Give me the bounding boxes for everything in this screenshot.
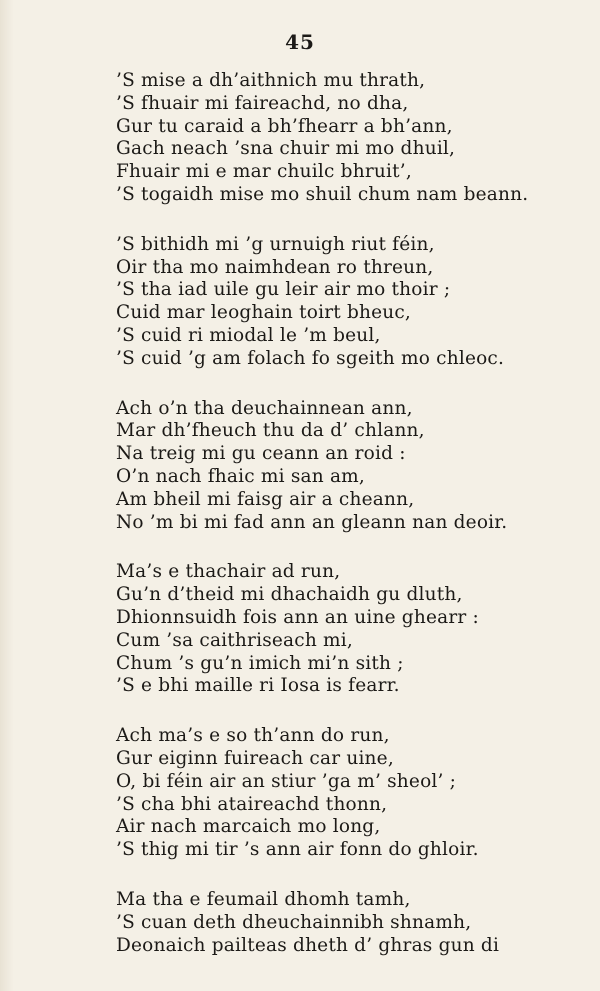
verse-line: ’S mise a dh’aithnich mu thrath, [116, 70, 426, 91]
verse-line: Gu’n d’theid mi dhachaidh gu dluth, [116, 584, 463, 606]
verse-line: ’S tha iad uile gu leir air mo thoir ; [116, 279, 451, 301]
stanza-2 [116, 234, 586, 371]
verse-line: Ma’s e thachair ad run, [116, 561, 341, 583]
verse-line: Ach ma’s e so th’ann do run, [116, 725, 390, 747]
stanza-3 [116, 398, 586, 535]
verse-line: Air nach marcaich mo long, [116, 816, 381, 838]
verse-line: Mar dh’fheuch thu da d’ chlann, [116, 420, 425, 442]
verse-line: ’S fhuair mi faireachd, no dha, [116, 92, 409, 114]
stanza-6 [116, 889, 586, 957]
verse-line: ’S cha bhi ataireachd thonn, [116, 793, 388, 815]
verse-line: Am bheil mi faisg air a cheann, [116, 488, 415, 510]
verse-line: O, bi féin air an stiur ’ga m’ sheol’ ; [116, 770, 457, 792]
verse-line: Cuid mar leoghain toirt bheuc, [116, 302, 412, 324]
stanza-4 [116, 561, 586, 698]
stanza-5 [116, 725, 586, 862]
verse-line: ’S cuan deth dheuchainnibh shnamh, [116, 911, 472, 933]
verse-line: No ’m bi mi fad ann an gleann nan deoir. [116, 511, 508, 533]
verse-line: Gach neach ’sna chuir mi mo dhuil, [116, 138, 456, 160]
verse-line: Dhionnsuidh fois ann an uine ghearr : [116, 606, 479, 628]
verse-line: Deonaich pailteas dheth d’ ghras gun di [116, 934, 500, 956]
poem-body [116, 70, 586, 984]
verse-line: ’S bithidh mi ’g urnuigh riut féin, [116, 233, 435, 255]
verse-line: Oir tha mo naimhdean ro threun, [116, 256, 434, 278]
verse-line: Gur eiginn fuireach car uine, [116, 747, 394, 769]
verse-line: Na treig mi gu ceann an roid : [116, 443, 406, 465]
verse-line: O’n nach fhaic mi san am, [116, 465, 366, 487]
page-number: 45 [285, 30, 315, 54]
stanza-1 [116, 70, 586, 207]
verse-line: ’S cuid ri miodal le ’m beul, [116, 324, 381, 346]
verse-line: Gur tu caraid a bh’fhearr a bh’ann, [116, 115, 453, 137]
verse-line: ’S cuid ’g am folach fo sgeith mo chleoc. [116, 347, 505, 369]
verse-line: Fhuair mi e mar chuilc bhruit’, [116, 161, 412, 183]
verse-line: Cum ’sa caithriseach mi, [116, 629, 353, 651]
verse-line: Ach o’n tha deuchainnean ann, [116, 397, 413, 419]
verse-line: ’S togaidh mise mo shuil chum nam beann. [116, 183, 529, 205]
verse-line: Ma tha e feumail dhomh tamh, [116, 888, 411, 910]
verse-line: ’S thig mi tir ’s ann air fonn do ghloir. [116, 839, 479, 861]
verse-line: Chum ’s gu’n imich mi’n sith ; [116, 652, 404, 674]
page-gutter-shadow [0, 0, 14, 991]
verse-line: ’S e bhi maille ri Iosa is fearr. [116, 675, 400, 697]
